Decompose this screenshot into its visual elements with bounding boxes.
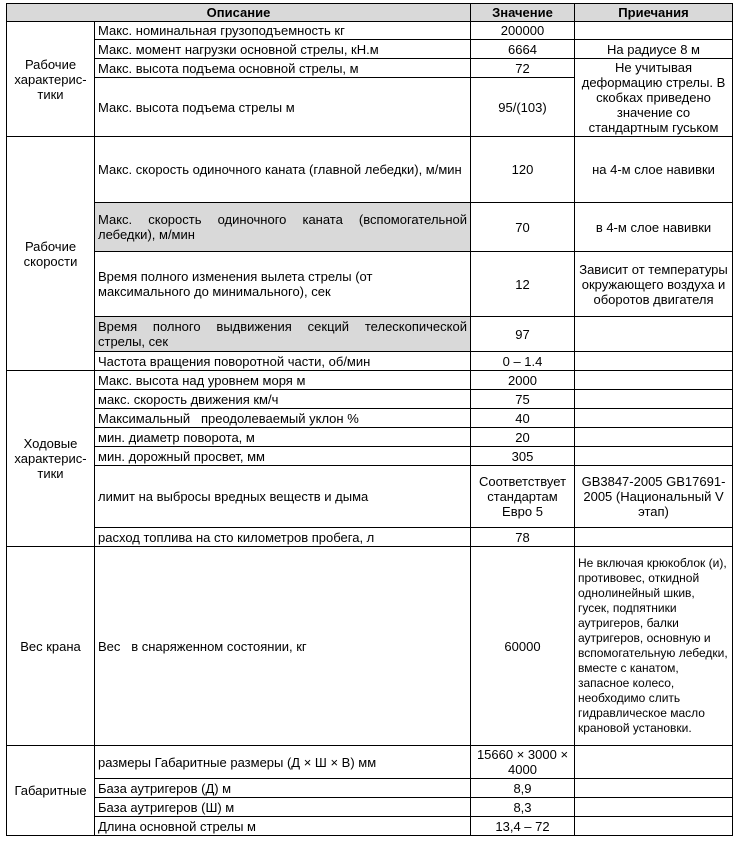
table-row <box>7 547 733 746</box>
table-row <box>7 746 733 779</box>
row-description: Время полного изменения вылета стрелы (от максимального до минимального), сек <box>95 252 471 317</box>
row-value: 8,9 <box>471 779 575 798</box>
table-row <box>7 779 733 798</box>
row-note <box>575 409 733 428</box>
row-description: расход топлива на сто километров пробега, л <box>95 528 471 547</box>
row-value: 120 <box>471 137 575 203</box>
category-driving: Ходовые характерис-тики <box>7 371 95 547</box>
header-notes: Приечания <box>575 4 733 22</box>
row-note: Зависит от температуры окружающего воздуха и оборотов двигателя <box>575 252 733 317</box>
table-row <box>7 817 733 836</box>
row-value: 75 <box>471 390 575 409</box>
table-row <box>7 428 733 447</box>
row-description: Макс. скорость одиночного каната (вспомогательной лебедки), м/мин <box>95 203 471 252</box>
row-value: 95/(103) <box>471 78 575 137</box>
row-note <box>575 817 733 836</box>
row-description: Время полного выдвижения секций телескопической стрелы, сек <box>95 317 471 352</box>
table-row <box>7 528 733 547</box>
row-value: 40 <box>471 409 575 428</box>
table-row <box>7 371 733 390</box>
row-note <box>575 428 733 447</box>
row-note <box>575 371 733 390</box>
row-description: Длина основной стрелы м <box>95 817 471 836</box>
table-row <box>7 59 733 78</box>
table-row <box>7 22 733 40</box>
category-working: Рабочие характерис-тики <box>7 22 95 137</box>
table-row <box>7 252 733 317</box>
table-row <box>7 390 733 409</box>
row-description: База аутригеров (Д) м <box>95 779 471 798</box>
row-note: на 4-м слое навивки <box>575 137 733 203</box>
row-note: На радиусе 8 м <box>575 40 733 59</box>
row-note: в 4-м слое навивки <box>575 203 733 252</box>
row-value: 97 <box>471 317 575 352</box>
row-value: 78 <box>471 528 575 547</box>
row-description: База аутригеров (Ш) м <box>95 798 471 817</box>
row-description: Макс. момент нагрузки основной стрелы, кН.м <box>95 40 471 59</box>
row-value: 2000 <box>471 371 575 390</box>
row-note <box>575 352 733 371</box>
row-description: Макс. высота подъема основной стрелы, м <box>95 59 471 78</box>
row-value: 6664 <box>471 40 575 59</box>
table-row <box>7 798 733 817</box>
row-description: Макс. номинальная грузоподъемность кг <box>95 22 471 40</box>
row-description: Макс. высота над уровнем моря м <box>95 371 471 390</box>
row-value: 70 <box>471 203 575 252</box>
row-description: мин. диаметр поворота, м <box>95 428 471 447</box>
table-row <box>7 203 733 252</box>
header-row <box>7 4 733 22</box>
row-note <box>575 447 733 466</box>
header-value: Значение <box>471 4 575 22</box>
row-value: 12 <box>471 252 575 317</box>
table-row <box>7 409 733 428</box>
row-description: размеры Габаритные размеры (Д × Ш × В) мм <box>95 746 471 779</box>
table-row <box>7 447 733 466</box>
row-value: 20 <box>471 428 575 447</box>
row-note <box>575 390 733 409</box>
header-description: Описание <box>7 4 471 22</box>
row-description: Максимальный преодолеваемый уклон % <box>95 409 471 428</box>
row-note <box>575 798 733 817</box>
table-row <box>7 40 733 59</box>
specification-table <box>6 3 733 836</box>
row-value: 305 <box>471 447 575 466</box>
row-value: 72 <box>471 59 575 78</box>
row-description: мин. дорожный просвет, мм <box>95 447 471 466</box>
row-note <box>575 779 733 798</box>
row-note <box>575 317 733 352</box>
row-description: лимит на выбросы вредных веществ и дыма <box>95 466 471 528</box>
row-note: GB3847-2005 GB17691-2005 (Национальный V этап) <box>575 466 733 528</box>
table-row <box>7 137 733 203</box>
table-row <box>7 466 733 528</box>
table-row <box>7 317 733 352</box>
row-value: 8,3 <box>471 798 575 817</box>
row-note: Не включая крюкоблок (и), противовес, откидной однолинейный шкив, гусек, подпятники аутригеров, балки аутригеров, основную и вспомогательную лебедки, вместе с канатом, запасное колесо, необходимо слить гидравлическое масло крановой установки. <box>575 547 733 746</box>
row-note <box>575 528 733 547</box>
row-value: Соответствует стандартам Евро 5 <box>471 466 575 528</box>
category-speeds: Рабочие скорости <box>7 137 95 371</box>
row-description: макс. скорость движения км/ч <box>95 390 471 409</box>
row-description: Вес в снаряженном состоянии, кг <box>95 547 471 746</box>
row-note <box>575 22 733 40</box>
row-note: Не учитывая деформацию стрелы. В скобках приведено значение со стандартным гуськом <box>575 59 733 137</box>
row-value: 200000 <box>471 22 575 40</box>
category-weight: Вес крана <box>7 547 95 746</box>
table-row <box>7 352 733 371</box>
row-description: Макс. скорость одиночного каната (главной лебедки), м/мин <box>95 137 471 203</box>
row-value: 60000 <box>471 547 575 746</box>
row-note <box>575 746 733 779</box>
row-value: 15660 × 3000 × 4000 <box>471 746 575 779</box>
category-dimensions: Габаритные <box>7 746 95 836</box>
row-description: Макс. высота подъема стрелы м <box>95 78 471 137</box>
row-value: 13,4 – 72 <box>471 817 575 836</box>
row-value: 0 – 1.4 <box>471 352 575 371</box>
row-description: Частота вращения поворотной части, об/мин <box>95 352 471 371</box>
